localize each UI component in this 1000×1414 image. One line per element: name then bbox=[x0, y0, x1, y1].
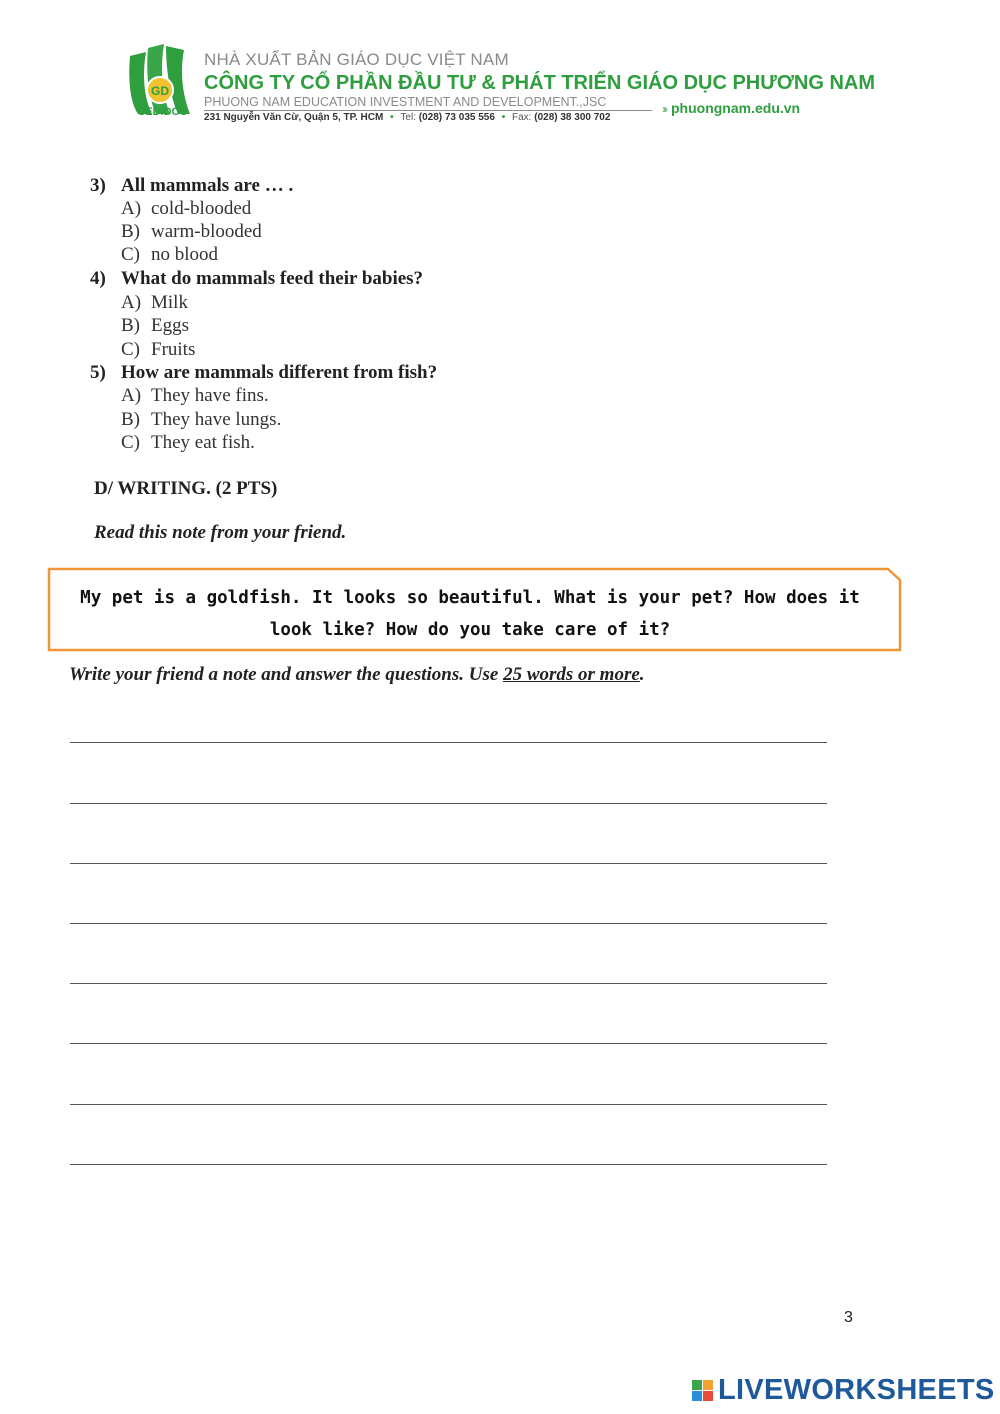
option[interactable]: C) They eat fish. bbox=[121, 432, 255, 453]
writing-line[interactable] bbox=[70, 742, 827, 743]
question-number: 5) bbox=[90, 362, 106, 383]
company-name-english: PHUONG NAM EDUCATION INVESTMENT AND DEVELOPMENT.,JSC bbox=[204, 95, 607, 109]
liveworksheets-icon bbox=[692, 1380, 714, 1404]
liveworksheets-logo-text: LIVEWORKSHEETS bbox=[718, 1374, 995, 1406]
option[interactable]: B) warm-blooded bbox=[121, 221, 262, 242]
question-number: 3) bbox=[90, 175, 106, 196]
option[interactable]: A) Milk bbox=[121, 292, 188, 313]
address: 231 Nguyễn Văn Cừ, Quận 5, TP. HCM bbox=[204, 112, 384, 123]
bullet-icon: • bbox=[501, 112, 506, 123]
writing-line[interactable] bbox=[70, 1043, 827, 1044]
option[interactable]: B) Eggs bbox=[121, 315, 189, 336]
question-3 bbox=[90, 175, 293, 197]
writing-line[interactable] bbox=[70, 1164, 827, 1165]
svg-text:GD: GD bbox=[151, 84, 169, 98]
section-title: D/ WRITING. (2 PTS) bbox=[94, 478, 278, 499]
tel-label: Tel: bbox=[400, 112, 416, 123]
writing-line[interactable] bbox=[70, 803, 827, 804]
question-text: What do mammals feed their babies? bbox=[121, 268, 424, 289]
writing-line[interactable] bbox=[70, 863, 827, 864]
question-5 bbox=[90, 362, 437, 384]
publisher-name: NHÀ XUẤT BẢN GIÁO DỤC VIỆT NAM bbox=[204, 50, 509, 69]
question-number: 4) bbox=[90, 268, 106, 289]
logo-tag: SEDIDCO bbox=[137, 106, 189, 118]
writing-line[interactable] bbox=[70, 983, 827, 984]
option[interactable]: A) cold-blooded bbox=[121, 198, 252, 219]
writing-line[interactable] bbox=[70, 1104, 827, 1105]
fax: (028) 38 300 702 bbox=[534, 112, 611, 123]
tel: (028) 73 035 556 bbox=[418, 112, 495, 123]
company-name: CÔNG TY CỔ PHẦN ĐẦU TƯ & PHÁT TRIỂN GIÁO DỤC PHƯƠNG NAM bbox=[204, 72, 875, 94]
option[interactable]: C) no blood bbox=[121, 244, 219, 265]
instruction: Read this note from your friend. bbox=[94, 522, 347, 543]
website-link[interactable]: phuongnam.edu.vn bbox=[671, 100, 801, 116]
option[interactable]: C) Fruits bbox=[121, 339, 196, 360]
website bbox=[662, 100, 800, 116]
word-count-requirement: 25 words or more bbox=[503, 664, 640, 685]
option[interactable]: B) They have lungs. bbox=[121, 409, 282, 430]
question-text: All mammals are … . bbox=[121, 175, 294, 196]
question-4 bbox=[90, 268, 423, 290]
writing-line[interactable] bbox=[70, 923, 827, 924]
task-instruction: Write your friend a note and answer the questions. Use 25 words or more. bbox=[69, 664, 645, 685]
contact-info bbox=[204, 112, 610, 123]
page-number: 3 bbox=[844, 1309, 853, 1326]
header bbox=[122, 40, 875, 135]
fax-label: Fax: bbox=[512, 112, 532, 123]
chevron-right-icon: ››› bbox=[662, 102, 665, 116]
option[interactable]: A) They have fins. bbox=[121, 385, 269, 406]
bullet-icon: • bbox=[390, 112, 394, 123]
question-text: How are mammals different from fish? bbox=[121, 362, 438, 383]
divider bbox=[204, 110, 652, 111]
friend-note: My pet is a goldfish. It looks so beautiful. What is your pet? How does it look like? How do you take care of it? bbox=[80, 588, 860, 640]
